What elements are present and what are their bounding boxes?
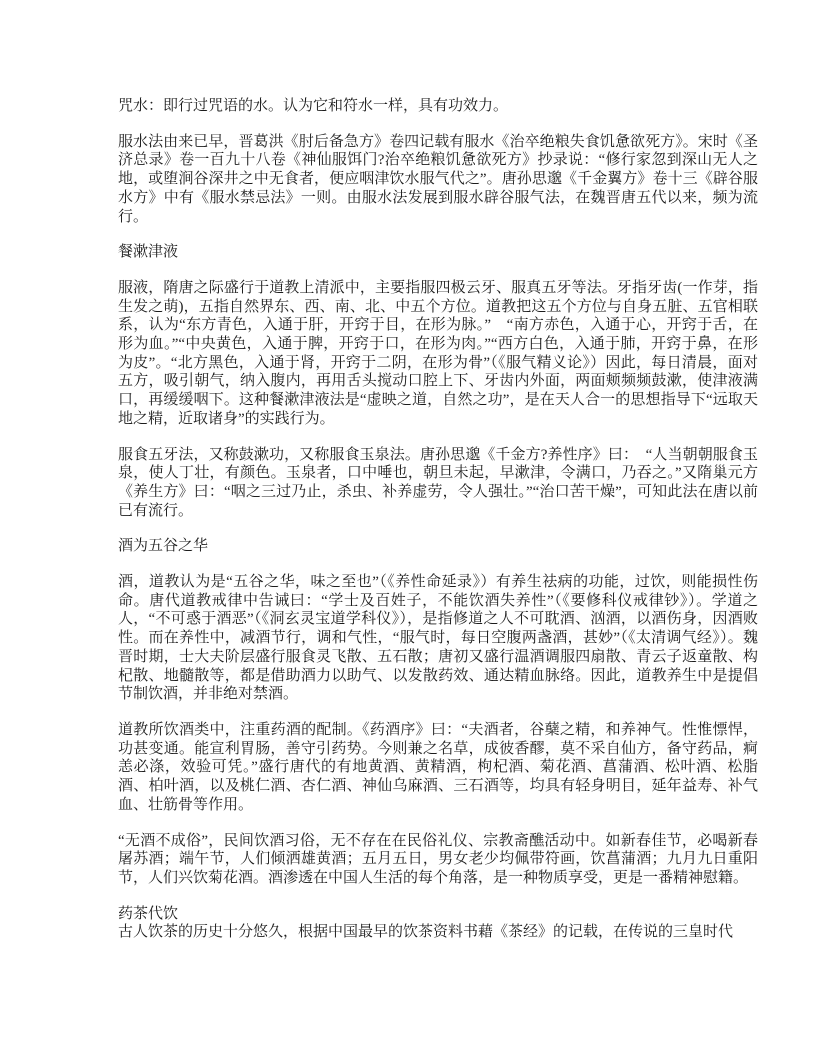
paragraph-wu-jiu-bu-cheng-su: “无酒不成俗”，民间饮酒习俗，无不存在在民俗礼仪、宗教斋醮活动中。如新春佳节，必喝新春屠苏酒；端午节，人们倾洒雄黄酒；五月五日，男女老少均佩带符画，饮菖蒲酒；九月九日重阳节，人们兴饮菊花酒。酒渗透在中国人生活的每个角落，是一种物质享受，更是一番精神慰籍。 bbox=[118, 832, 758, 886]
section-heading-jiu-wei-wu-gu-zhi-hua: 酒为五谷之华 bbox=[118, 538, 209, 555]
document-body bbox=[118, 97, 758, 942]
section-heading-yao-cha-dai-yin: 药茶代饮 bbox=[118, 905, 179, 922]
paragraph-jiu-dao-jiao: 酒，道教认为是“五谷之华，味之至也”（《养性命延录》）有养生祛病的功能，过饮，则能损性伤命。唐代道教戒律中告诫曰：“学士及百姓子，不能饮酒失养性”（《要修科仪戒律钞》）。学道之人，“不可惑于酒恶”（《洞玄灵宝道学科仪》），是指修道之人不可耽酒、汹酒，以酒伤身，因酒败性。而在养性中，减酒节行，调和气性，“服气时，每日空腹两盏酒，甚妙”（《太清调气经》）。魏晋时期，士大夫阶层盛行服食灵飞散、五石散；唐初又盛行温酒调服四扇散、青云子返童散、构杞散、地髓散等，都是借助酒力以助气、以发散药效、通达精血脉络。因此，道教养生中是提倡节制饮酒，并非绝对禁酒。 bbox=[118, 574, 758, 703]
paragraph-zhou-shui: 咒水：即行过咒语的水。认为它和符水一样，具有功效力。 bbox=[118, 98, 509, 114]
paragraph-fu-shui-fa: 服水法由来已早，晋葛洪《肘后备急方》卷四记载有服水《治卒绝粮失食饥惫欲死方》。宋时《圣济总录》卷一百九十八卷《神仙服饵门?治卒绝粮饥惫欲死方》抄录说：“修行家忽到深山无人之地，或堕涧谷深井之中无食者，便应咽津饮水服气代之”。唐孙思邈《千金翼方》卷十三《辟谷服水方》中有《服水禁忌法》一则。由服水法发展到服水辟谷服气法，在魏晋唐五代以来，频为流行。 bbox=[118, 133, 758, 225]
paragraph-fu-shi-wu-ya-fa: 服食五牙法，又称鼓漱功，又称服食玉泉法。唐孙思邈《千金方?养性序》曰： “人当朝朝服食玉泉，使人丁壮，有颜色。玉泉者，口中唾也，朝旦未起，早漱津，令满口，乃吞之。”又隋巢元方《养生方》曰：“咽之三过乃止，杀虫、补养虚劳，令人强壮。”“治口苦干燥”，可知此法在唐以前已有流行。 bbox=[118, 446, 758, 519]
paragraph-gu-ren-yin-cha: 古人饮茶的历史十分悠久，根据中国最早的饮茶资料书藉《茶经》的记载，在传说的三皇时代 bbox=[118, 924, 734, 941]
paragraph-yao-jiu: 道教所饮酒类中，注重药酒的配制。《药酒序》曰：“夫酒者，谷蘖之精，和养神气。性惟慓悍，功甚变通。能宣利胃肠，善守引药势。今则兼之名草，成彼香醪，莫不采自仙方，备守药品，痾恙必涤，效验可凭。”盛行唐代的有地黄酒、黄精酒，枸杞酒、菊花酒、菖蒲酒、松叶酒、松脂酒、柏叶酒，以及桃仁酒、杏仁酒、神仙乌麻酒、三石酒等，均具有轻身明目，延年益寿、补气血、壮筋骨等作用。 bbox=[118, 721, 758, 813]
section-heading-can-shu-jin-ye: 餐漱津液 bbox=[118, 244, 179, 261]
paragraph-fu-ye: 服液，隋唐之际盛行于道教上清派中，主要指服四极云牙、服真五牙等法。牙指牙齿(一作芽，指生发之萌)，五指自然界东、西、南、北、中五个方位。道教把这五个方位与自身五脏、五官相联系，认为“东方青色，入通于肝，开窍于目，在形为脉。” “南方赤色，入通于心，开窍于舌，在形为血。”“中央黄色，入通于脾，开窍于口，在形为肉。”“西方白色，入通于肺，开窍于鼻，在形为皮”。“北方黑色，入通于肾，开窍于二阴，在形为骨”（《服气精义论》）因此，每日清晨，面对五方，吸引朝气，纳入腹内，再用舌头搅动口腔上下、牙齿内外面，两面颊频频鼓漱，使津液满口，再缓缓咽下。这种餐漱津液法是“虚映之道，自然之功”，是在天人合一的思想指导下“远取天地之精，近取诸身”的实践行为。 bbox=[118, 279, 758, 427]
